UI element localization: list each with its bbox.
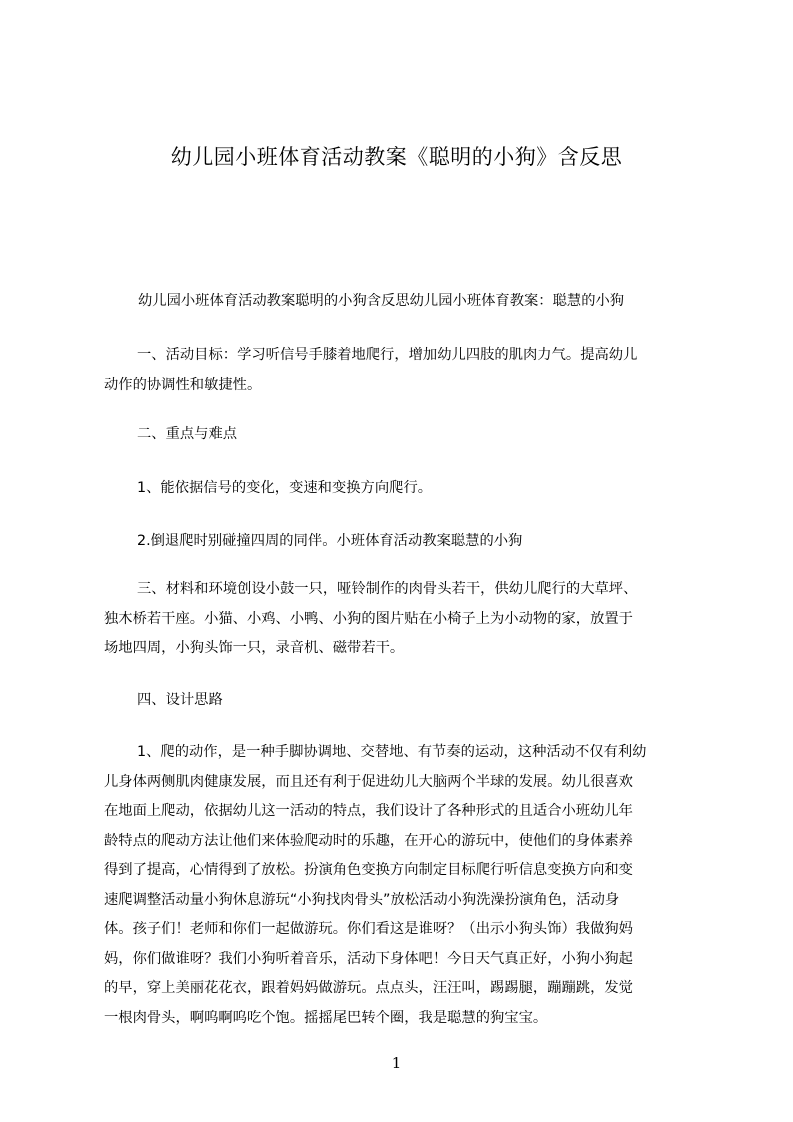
activity-goals-line: 动作的协调性和敏捷性。 [104,376,262,393]
materials-line: 场地四周，小狗头饰一只，录音机、磁带若干。 [104,640,405,656]
design-line: 得到了提高，心情得到了放松。扮演角色变换方向制定目标爬行听信息变换方向和变 [104,862,633,878]
design-line: 妈，你们做谁呀？我们小狗听着音乐，活动下身体吧！今日天气真正好，小狗小狗起 [104,950,633,967]
design-line: 儿身体两侧肌肉健康发展，而且还有利于促进幼儿大脑两个半球的发展。幼儿很喜欢 [104,773,633,790]
section-heading-design: 四、设计思路 [137,692,223,708]
intro-paragraph: 幼儿园小班体育活动教案聪明的小狗含反思幼儿园小班体育教案：聪慧的小狗 [138,293,625,309]
key-point-item: 2.倒退爬时别碰撞四周的同伴。小班体育活动教案聪慧的小狗 [137,533,523,549]
design-line: 体。孩子们！老师和你们一起做游玩。你们看这是谁呀？（出示小狗头饰）我做狗妈 [104,921,633,937]
page-number: 1 [391,1054,402,1072]
activity-goals-paragraph [104,341,637,400]
materials-paragraph [104,575,637,664]
key-point-item: 1、能依据信号的变化，变速和变换方向爬行。 [137,480,433,496]
section-heading-key-points: 二、重点与难点 [137,426,238,442]
activity-goals-line: 一、活动目标：学习听信号手膝着地爬行，增加幼儿四肢的肌肉力气。提高幼儿 [137,347,638,363]
design-line: 速爬调整活动量小狗休息游玩“小狗找肉骨头”放松活动小狗洗澡扮演角色，活动身 [104,891,620,908]
design-line: 的早，穿上美丽花花衣，跟着妈妈做游玩。点点头，汪汪叫，踢踢腿，蹦蹦跳，发觉 [104,980,633,996]
design-line: 龄特点的爬动方法让他们来体验爬动时的乐趣，在开心的游玩中，使他们的身体素养 [104,832,633,849]
materials-line: 三、材料和环境创设小鼓一只，哑铃制作的肉骨头若干，供幼儿爬行的大草坪、 [137,581,638,597]
design-paragraph [104,738,646,1033]
design-line: 1、爬的动作，是一种手脚协调地、交替地、有节奏的运动，这种活动不仅有利幼 [137,744,647,760]
materials-line: 独木桥若干座。小猫、小鸡、小鸭、小狗的图片贴在小椅子上为小动物的家，放置于 [104,610,633,627]
document-title: 幼儿园小班体育活动教案《聪明的小狗》含反思 [170,145,623,169]
design-line: 在地面上爬动，依据幼儿这一活动的特点，我们设计了各种形式的且适合小班幼儿年 [104,803,633,819]
design-line: 一根肉骨头，啊呜啊呜吃个饱。摇摇尾巴转个圈，我是聪慧的狗宝宝。 [104,1009,548,1026]
